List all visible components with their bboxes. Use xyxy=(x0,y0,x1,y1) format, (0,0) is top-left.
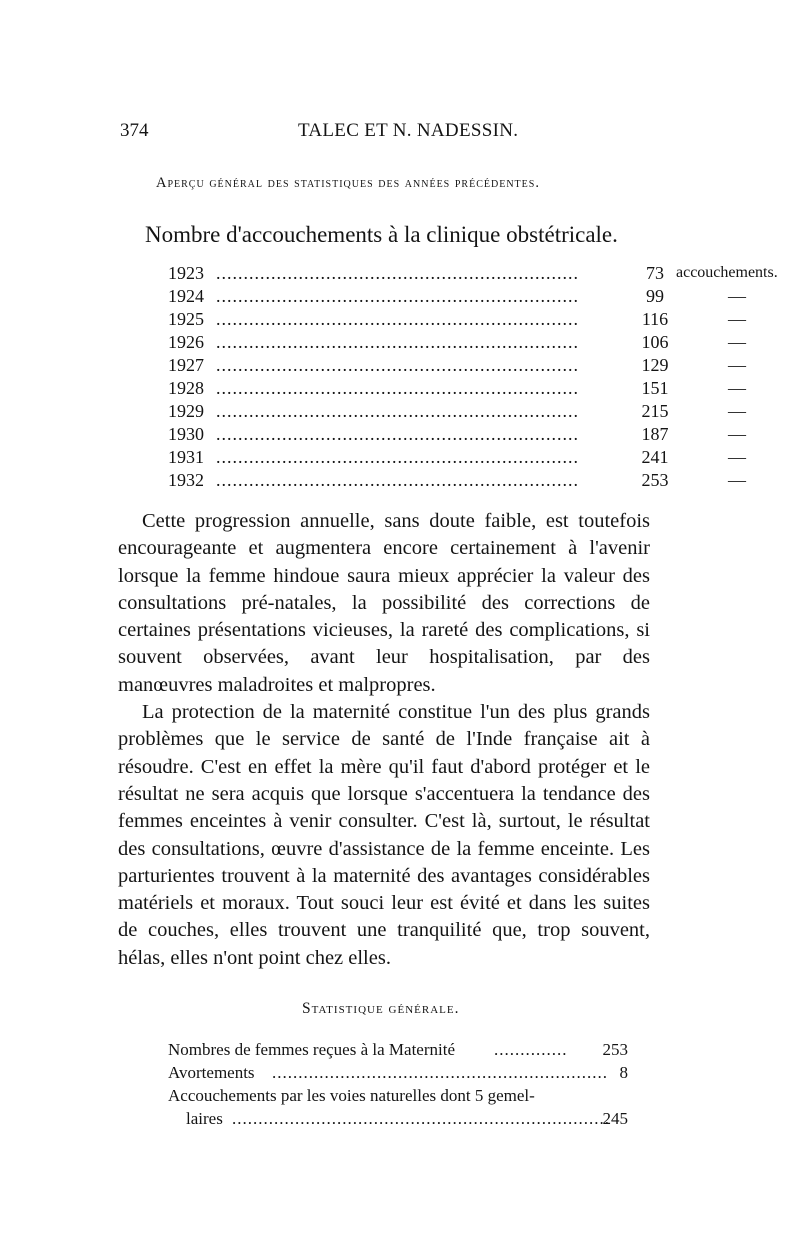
stat-row: Nombres de femmes reçues à la Maternité .............. 253 xyxy=(168,1040,628,1059)
paragraph: La protection de la maternité constitue l'un des plus grands problèmes que le service de santé de l'Inde française ait à résoudre. C'est en effet la mère qu'il faut d'abord protéger et le résultat ne sera acquis que lorsque s'accentuera la tendance des femmes enceintes à venir consulter. C'est là, surtout, le résultat des consultations, œuvre d'assistance de la femme enceinte. Les parturientes trouvent à la maternité des avantages considérables matériels et moraux. Tout souci leur est évité et dans les suites de couches, elles trouvent une tranquilité que, trop souvent, hélas, elles n'ont point chez elles. xyxy=(118,701,650,969)
ditto-mark: — xyxy=(728,286,746,306)
ditto-mark: — xyxy=(728,401,746,421)
year: 1931 xyxy=(168,447,204,467)
year: 1926 xyxy=(168,332,204,352)
stat-label: Accouchements par les voies naturelles dont 5 gemel- xyxy=(168,1086,535,1105)
section-title: Statistique générale. xyxy=(302,1000,460,1017)
stat-value: 245 xyxy=(602,1109,628,1128)
year: 1928 xyxy=(168,378,204,398)
stat-row xyxy=(168,1086,628,1109)
stat-label: Nombres de femmes reçues à la Maternité xyxy=(168,1040,455,1059)
ditto-mark: — xyxy=(728,355,746,375)
year: 1929 xyxy=(168,401,204,421)
year-row: .................................................................. 1930 187 — xyxy=(168,424,746,444)
year-row: .................................................................. 1927 129 — xyxy=(168,355,746,375)
stat-value: 253 xyxy=(602,1040,628,1059)
running-head: TALEC ET N. NADESSIN. xyxy=(298,120,519,141)
birth-count: 187 xyxy=(641,424,669,444)
birth-count: 129 xyxy=(641,355,669,375)
birth-count: 151 xyxy=(641,378,669,398)
year: 1925 xyxy=(168,309,204,329)
stat-value: 8 xyxy=(619,1063,628,1082)
year-row: .................................................................. 1928 151 — xyxy=(168,378,746,398)
year-row: .................................................................. 1932 253 — xyxy=(168,470,746,490)
page-number: 374 xyxy=(120,120,149,141)
year: 1932 xyxy=(168,470,204,490)
births-by-year-list xyxy=(168,263,778,493)
year-row: .................................................................. 1926 106 — xyxy=(168,332,746,352)
ditto-mark: — xyxy=(728,378,746,398)
stat-label: Avortements xyxy=(168,1063,255,1082)
ditto-mark: — xyxy=(728,447,746,467)
year-row: .................................................................. 1923 73 accouchements. xyxy=(168,263,778,283)
year: 1924 xyxy=(168,286,204,306)
birth-count: 253 xyxy=(641,470,669,490)
ditto-mark: — xyxy=(728,309,746,329)
year-row: .................................................................. 1925 116 — xyxy=(168,309,746,329)
birth-count: 106 xyxy=(641,332,669,352)
year-row: .................................................................. 1931 241 — xyxy=(168,447,746,467)
birth-count: 241 xyxy=(641,447,669,467)
year-row: .................................................................. 1924 99 — xyxy=(168,286,746,306)
stat-row: laires ........................................................................ 245 xyxy=(186,1109,628,1128)
body-text xyxy=(118,508,650,972)
general-statistics-list xyxy=(168,1040,628,1132)
ditto-mark: — xyxy=(728,470,746,490)
stat-row: Avortements ................................................................ 8 xyxy=(168,1063,628,1082)
section-title: Aperçu général des statistiques des années précédentes. xyxy=(156,175,540,191)
birth-count: 215 xyxy=(641,401,669,421)
year: 1927 xyxy=(168,355,204,375)
paragraph: Cette progression annuelle, sans doute faible, est toutefois encourageante et augmentera encore certainement à l'avenir lorsque la femme hindoue saura mieux apprécier la valeur des consultations pré-natales, la possibilité des corrections de certaines présentations vicieuses, la rareté des complications, si souvent observées, avant leur hospitalisation, par des manœuvres maladroites et malpropres. xyxy=(118,510,650,696)
unit-label: accouchements. xyxy=(676,264,778,281)
stat-label: laires xyxy=(186,1109,223,1128)
year: 1930 xyxy=(168,424,204,444)
birth-count: 99 xyxy=(646,286,664,306)
year-row: .................................................................. 1929 215 — xyxy=(168,401,746,421)
ditto-mark: — xyxy=(728,332,746,352)
birth-count: 116 xyxy=(641,309,669,329)
table-title: Nombre d'accouchements à la clinique obstétricale. xyxy=(145,222,618,247)
birth-count: 73 xyxy=(646,263,664,283)
ditto-mark: — xyxy=(728,424,746,444)
year: 1923 xyxy=(168,263,204,283)
